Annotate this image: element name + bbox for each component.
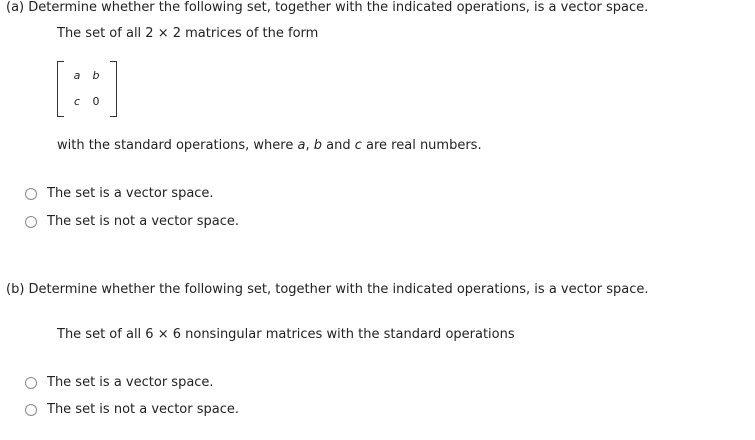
- ops-sep1: ,: [305, 138, 314, 153]
- matrix-entry-c: c: [73, 95, 81, 108]
- part-a-option-is-vector-space[interactable]: [25, 186, 214, 202]
- radio-button[interactable]: [25, 377, 37, 389]
- radio-button[interactable]: [25, 216, 37, 228]
- part-a-set-description: The set of all 2 × 2 matrices of the form: [57, 26, 319, 41]
- matrix-entry-zero: 0: [92, 95, 100, 108]
- option-label: The set is a vector space.: [47, 186, 214, 201]
- part-a-heading: (a) Determine whether the following set, together with the indicated operations, is a vector space.: [6, 0, 649, 15]
- part-b-heading: (b) Determine whether the following set, together with the indicated operations, is a vector space.: [6, 282, 649, 297]
- option-label: The set is not a vector space.: [47, 402, 239, 417]
- radio-button[interactable]: [25, 188, 37, 200]
- part-b-option-is-vector-space[interactable]: [25, 375, 214, 391]
- part-b-option-not-vector-space[interactable]: [25, 402, 239, 418]
- option-label: The set is not a vector space.: [47, 214, 239, 229]
- ops-var-c: c: [354, 138, 362, 153]
- matrix-right-bracket: [110, 61, 117, 117]
- matrix-left-bracket: [57, 61, 64, 117]
- ops-prefix: with the standard operations, where: [57, 138, 298, 153]
- part-a-operations-text: [57, 138, 482, 154]
- matrix-2x2: [57, 61, 117, 117]
- part-b-set-description: The set of all 6 × 6 nonsingular matrices with the standard operations: [57, 327, 515, 342]
- ops-var-b: b: [313, 138, 322, 153]
- ops-var-a: a: [297, 138, 306, 153]
- matrix-entry-a: a: [73, 69, 81, 82]
- ops-sep2: and: [322, 138, 355, 153]
- radio-button[interactable]: [25, 404, 37, 416]
- ops-suffix: are real numbers.: [361, 138, 482, 153]
- part-a-option-not-vector-space[interactable]: [25, 214, 239, 230]
- option-label: The set is a vector space.: [47, 375, 214, 390]
- matrix-entry-b: b: [92, 69, 100, 82]
